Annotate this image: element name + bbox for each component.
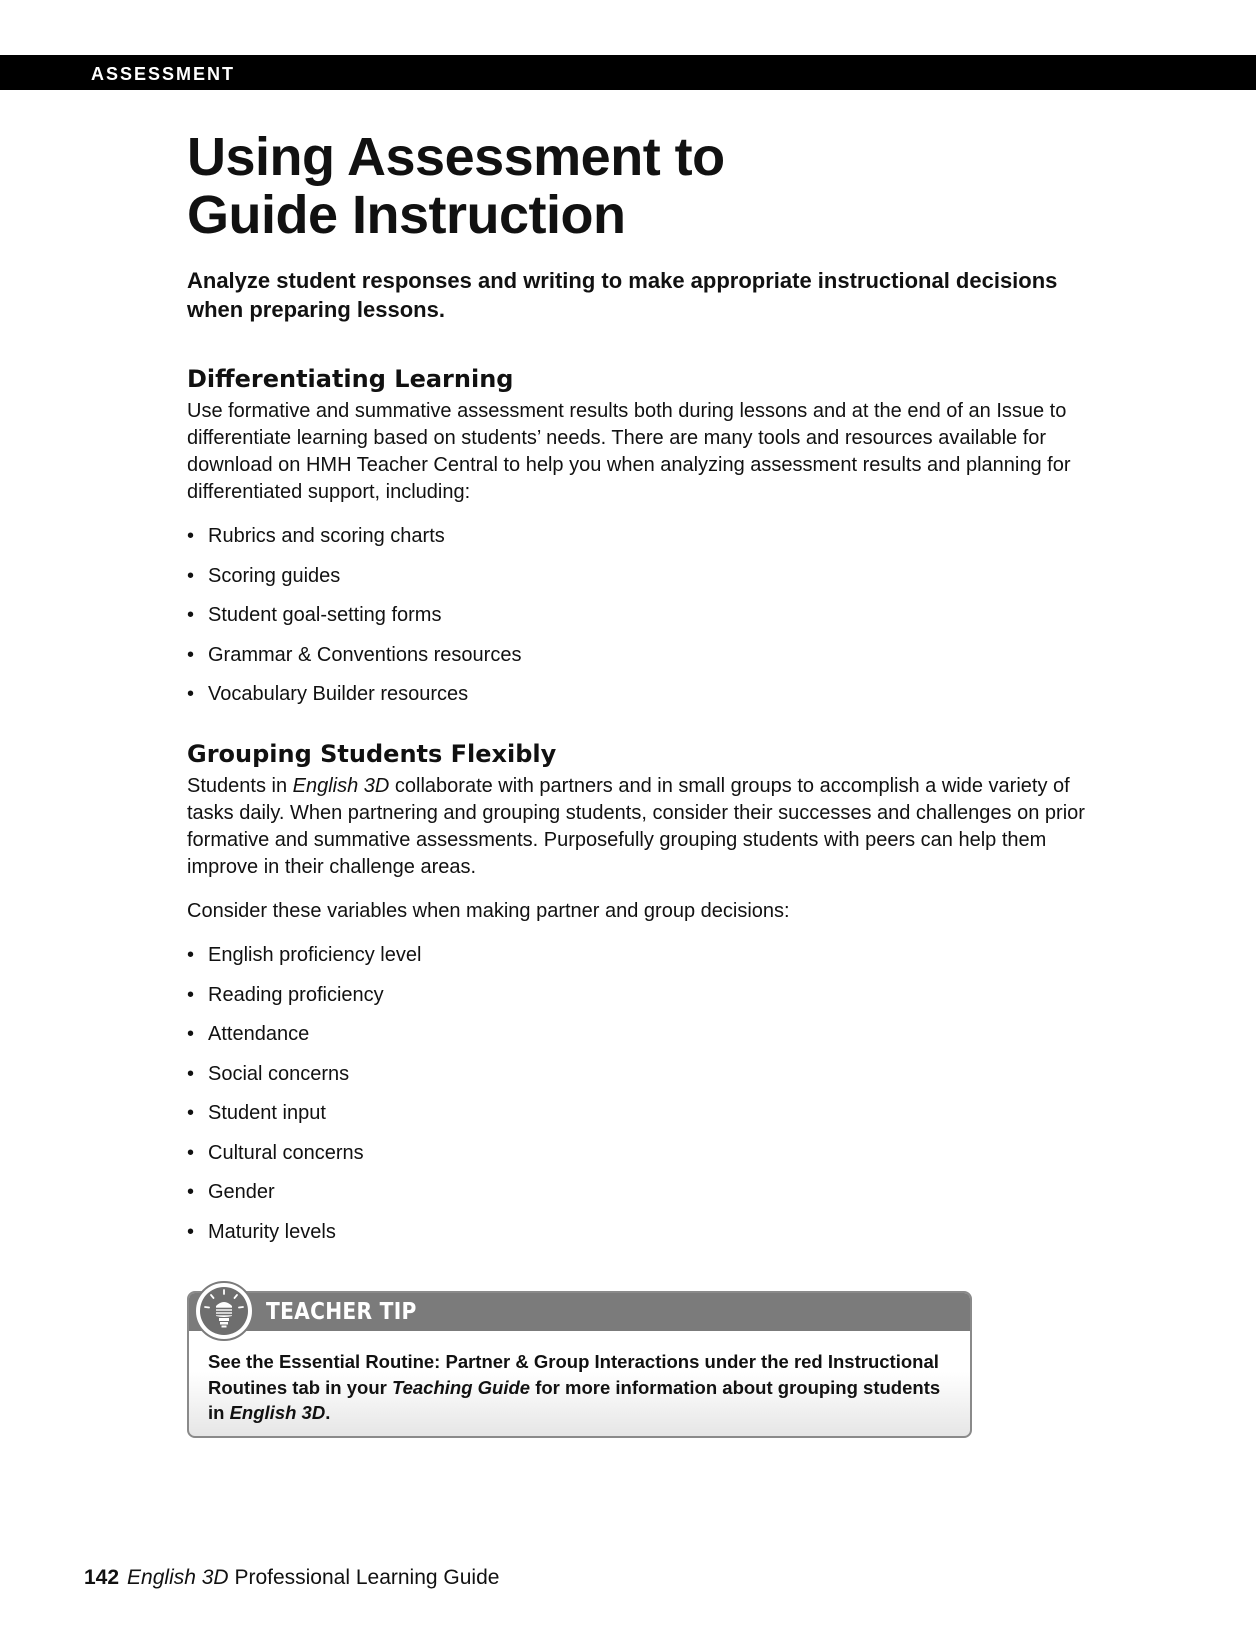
page-number: 142 (84, 1566, 120, 1589)
teacher-tip-box (187, 1291, 972, 1438)
page-title (187, 128, 1107, 244)
list-item: • Student input (187, 1100, 1107, 1127)
tip-text-2: for more information about grouping students in (208, 1376, 941, 1423)
grouping-paragraph (187, 773, 1107, 881)
list-item: • Social concerns (187, 1061, 1107, 1088)
lightbulb-icon (193, 1280, 255, 1342)
tip-text-3: . (325, 1402, 331, 1423)
list-item: • Grammar & Conventions resources (187, 642, 1107, 669)
teacher-tip-title: TEACHER TIP (266, 1299, 417, 1325)
page-subtitle: Analyze student responses and writing to make appropriate instructional decisions when preparing lessons. (187, 268, 1058, 322)
page-footer (84, 1565, 499, 1591)
list-item: • Attendance (187, 1021, 1107, 1048)
variables-intro: Consider these variables when making partner and group decisions: (187, 900, 790, 922)
teacher-tip-header (189, 1293, 970, 1331)
resources-list (187, 523, 1107, 708)
list-item: • Gender (187, 1179, 1107, 1206)
tip-italic-2: English 3D (229, 1402, 326, 1423)
grouping-text-2: collaborate with partners and in small groups to accomplish a wide variety of tasks daily. When partnering and grouping students, consider their successes and challenges on prior formative and summative assessments. Purposefully grouping students with peers can help them improve in their challenge areas. (187, 775, 1085, 878)
variables-list (187, 942, 1107, 1246)
differentiating-paragraph: Use formative and summative assessment results both during lessons and at the end of an Issue to differentiate learning based on students’ needs. There are many tools and resources available for download on HMH Teacher Central to help you when analyzing assessment results and planning for differentiated support, including: (187, 400, 1071, 503)
main-content (187, 128, 1107, 1258)
page-title-line-2: Guide Instruction (187, 185, 626, 245)
tip-text-1: See the Essential Routine: Partner & Group Interactions under the red Instructional Routines tab in your (208, 1351, 939, 1398)
page-title-line-1: Using Assessment to (187, 127, 725, 187)
footer-book-rest: Professional Learning Guide (228, 1566, 500, 1589)
list-item: • Vocabulary Builder resources (187, 681, 1107, 708)
list-item: • English proficiency level (187, 942, 1107, 969)
footer-book-italic: English 3D (127, 1566, 229, 1589)
product-name-italic: English 3D (292, 775, 390, 797)
differentiating-heading: Differentiating Learning (187, 365, 514, 393)
grouping-heading: Grouping Students Flexibly (187, 740, 557, 768)
tip-italic-1: Teaching Guide (391, 1376, 531, 1398)
list-item: • Cultural concerns (187, 1140, 1107, 1167)
list-item: • Reading proficiency (187, 982, 1107, 1009)
section-label: ASSESSMENT (91, 64, 236, 84)
grouping-text-1: Students in (187, 775, 293, 797)
section-header-bar (0, 55, 1256, 90)
teacher-tip-text (208, 1349, 958, 1426)
list-item: • Maturity levels (187, 1219, 1107, 1246)
list-item: • Rubrics and scoring charts (187, 523, 1107, 550)
list-item: • Student goal-setting forms (187, 602, 1107, 629)
list-item: • Scoring guides (187, 563, 1107, 590)
